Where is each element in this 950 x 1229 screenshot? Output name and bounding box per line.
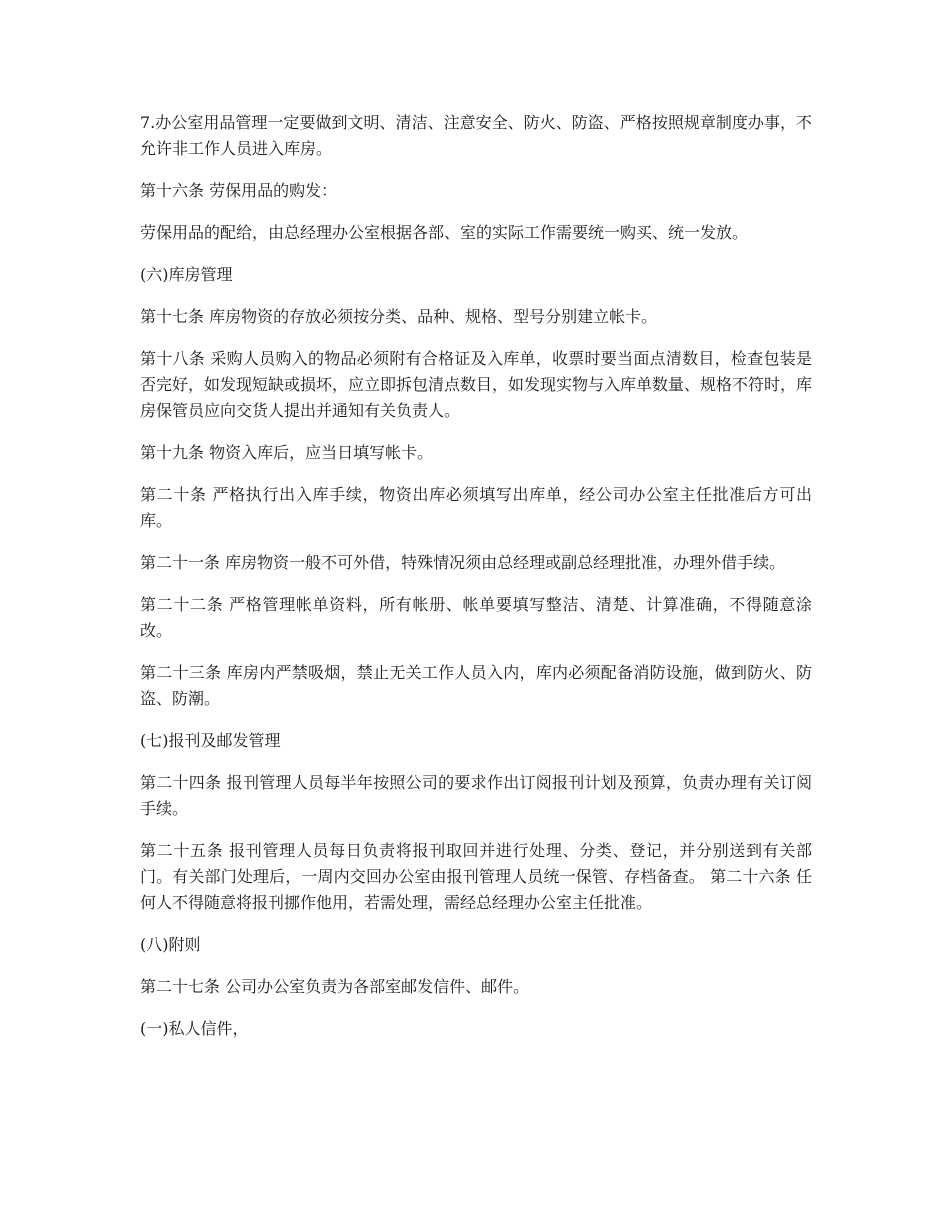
article-18: 第十八条 采购人员购入的物品必须附有合格证及入库单，收票时要当面点清数目，检查包装是否完好，如发现短缺或损坏，应立即拆包清点数目，如发现实物与入库单数量、规格不符时，库房保管员应向交货人提出并通知有关负责人。 xyxy=(140,349,813,420)
article-23: 第二十三条 库房内严禁吸烟，禁止无关工作人员入内，库内必须配备消防设施，做到防火、防盗、防潮。 xyxy=(140,663,812,708)
article-22: 第二十二条 严格管理帐单资料，所有帐册、帐单要填写整洁、清楚、计算准确，不得随意涂改。 xyxy=(140,595,812,640)
subsection-private-letters: (一)私人信件， xyxy=(140,1019,249,1038)
section-heading-newspapers: (七)报刊及邮发管理 xyxy=(140,731,281,750)
document-body xyxy=(140,110,812,1058)
paragraph-item-7: 7.办公室用品管理一定要做到文明、清洁、注意安全、防火、防盗、严格按照规章制度办事，不允许非工作人员进入库房。 xyxy=(140,113,812,158)
article-16-heading: 第十六条 劳保用品的购发： xyxy=(140,181,338,200)
section-heading-warehouse: (六)库房管理 xyxy=(140,265,233,284)
article-19: 第十九条 物资入库后，应当日填写帐卡。 xyxy=(140,443,434,462)
article-25-26: 第二十五条 报刊管理人员每日负责将报刊取回并进行处理、分类、登记，并分别送到有关部门。有关部门处理后，一周内交回办公室由报刊管理人员统一保管、存档备查。 第二十六条 任何人不得随意将报刊挪作他用，若需处理，需经总经理办公室主任批准。 xyxy=(140,841,812,912)
section-heading-appendix: (八)附则 xyxy=(140,935,201,954)
article-17: 第十七条 库房物资的存放必须按分类、品种、规格、型号分别建立帐卡。 xyxy=(140,307,658,326)
article-27: 第二十七条 公司办公室负责为各部室邮发信件、邮件。 xyxy=(140,977,530,996)
paragraph-labor-supplies: 劳保用品的配给，由总经理办公室根据各部、室的实际工作需要统一购买、统一发放。 xyxy=(140,223,749,242)
article-24: 第二十四条 报刊管理人员每半年按照公司的要求作出订阅报刊计划及预算，负责办理有关订阅手续。 xyxy=(140,773,812,818)
article-20: 第二十条 严格执行出入库手续，物资出库必须填写出库单，经公司办公室主任批准后方可出库。 xyxy=(140,485,812,530)
article-21: 第二十一条 库房物资一般不可外借，特殊情况须由总经理或副总经理批准，办理外借手续。 xyxy=(140,553,786,572)
